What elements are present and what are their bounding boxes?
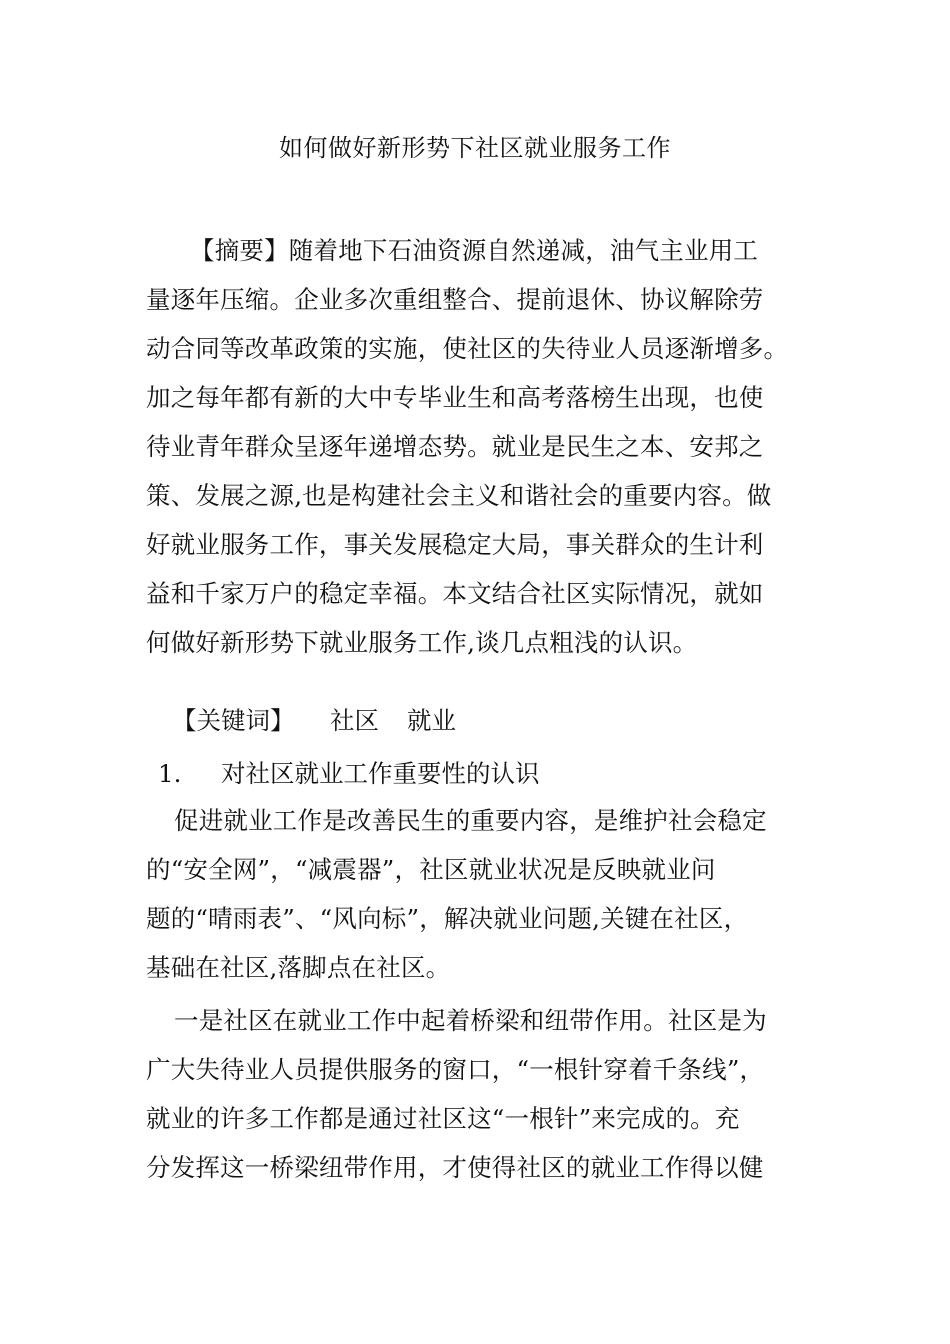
paragraph-line: 促进就业工作是改善民生的重要内容，是维护社会稳定 <box>174 806 767 835</box>
abstract-line: 量逐年压缩。企业多次重组整合、提前退休、协议解除劳 <box>146 285 764 314</box>
abstract-line: 益和千家万户的稳定幸福。本文结合社区实际情况，就如 <box>146 579 764 608</box>
abstract-line: 待业青年群众呈逐年递增态势。就业是民生之本、安邦之 <box>146 432 764 461</box>
paragraph-line: 基础在社区,落脚点在社区。 <box>146 953 451 982</box>
section-heading: 对社区就业工作重要性的认识 <box>221 759 540 788</box>
paragraph-line: 的“安全网”，“减震器”，社区就业状况是反映就业问 <box>146 855 716 884</box>
abstract-line: 何做好新形势下就业服务工作,谈几点粗浅的认识。 <box>146 628 698 657</box>
abstract-line: 【摘要】随着地下石油资源自然递减，油气主业用工 <box>190 236 759 265</box>
paragraph-line: 题的“晴雨表”、“风向标”，解决就业问题,关键在社区， <box>146 904 749 933</box>
paragraph-line: 分发挥这一桥梁纽带作用，才使得社区的就业工作得以健 <box>146 1153 764 1182</box>
paragraph-line: 一是社区在就业工作中起着桥梁和纽带作用。社区是为 <box>174 1006 767 1035</box>
abstract-line: 策、发展之源,也是构建社会主义和谐社会的重要内容。做 <box>146 481 772 510</box>
section-number: 1. <box>158 759 182 788</box>
paragraph-line: 就业的许多工作都是通过社区这“一根针”来完成的。充 <box>146 1104 740 1133</box>
paragraph-line: 广大失待业人员提供服务的窗口，“一根针穿着千条线”， <box>146 1055 765 1084</box>
keyword-item: 就业 <box>407 706 456 735</box>
abstract-line: 好就业服务工作，事关发展稳定大局，事关群众的生计利 <box>146 530 764 559</box>
document-title: 如何做好新形势下社区就业服务工作 <box>279 134 671 162</box>
abstract-line: 加之每年都有新的大中专毕业生和高考落榜生出现，也使 <box>146 383 764 412</box>
keywords-label: 【关键词】 <box>172 706 295 735</box>
keyword-item: 社区 <box>330 706 379 735</box>
abstract-line: 动合同等改革政策的实施，使社区的失待业人员逐渐增多。 <box>146 334 789 363</box>
